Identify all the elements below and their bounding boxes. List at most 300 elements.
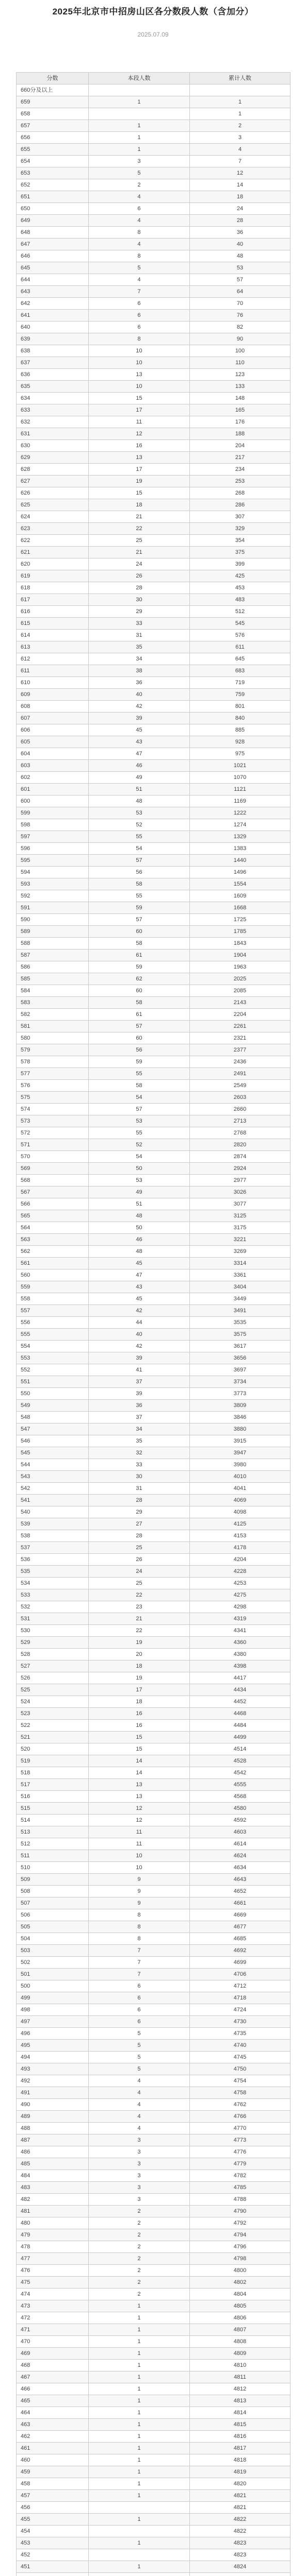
- segment-count-cell: 33: [89, 1459, 190, 1471]
- segment-count-cell: 9: [89, 1874, 190, 1886]
- table-row: [17, 1068, 291, 1080]
- cumulative-count-cell: 4754: [190, 2075, 291, 2087]
- cumulative-count-cell: 4798: [190, 2253, 291, 2265]
- table-row: [17, 807, 291, 819]
- table-row: [17, 1246, 291, 1258]
- score-cell: 491: [17, 2087, 89, 2099]
- score-cell: 601: [17, 784, 89, 795]
- cumulative-count-cell: 3449: [190, 1293, 291, 1305]
- table-row: [17, 215, 291, 227]
- cumulative-count-cell: 3697: [190, 1364, 291, 1376]
- cumulative-count-cell: 4253: [190, 1578, 291, 1589]
- cumulative-count-cell: 1222: [190, 807, 291, 819]
- score-cell: 585: [17, 973, 89, 985]
- cumulative-count-cell: 3269: [190, 1246, 291, 1258]
- cumulative-count-cell: 329: [190, 523, 291, 535]
- segment-count-cell: 22: [89, 523, 190, 535]
- table-row: [17, 1767, 291, 1779]
- cumulative-count-cell: 253: [190, 476, 291, 487]
- score-cell: 520: [17, 1743, 89, 1755]
- segment-count-cell: 4: [89, 2087, 190, 2099]
- cumulative-count-cell: 4821: [190, 2502, 291, 2514]
- table-row: [17, 2443, 291, 2454]
- segment-count-cell: 5: [89, 262, 190, 274]
- segment-count-cell: 56: [89, 867, 190, 878]
- cumulative-count-cell: 4740: [190, 2040, 291, 2052]
- table-row: [17, 2075, 291, 2087]
- score-cell: 459: [17, 2466, 89, 2478]
- segment-count-cell: 6: [89, 2004, 190, 2016]
- score-cell: 467: [17, 2371, 89, 2383]
- segment-count-cell: 21: [89, 547, 190, 558]
- segment-count-cell: 62: [89, 973, 190, 985]
- segment-count-cell: 59: [89, 961, 190, 973]
- cumulative-count-cell: 2874: [190, 1151, 291, 1163]
- cumulative-count-cell: 4298: [190, 1601, 291, 1613]
- cumulative-count-cell: 2549: [190, 1080, 291, 1092]
- segment-count-cell: 21: [89, 511, 190, 523]
- score-cell: 553: [17, 1352, 89, 1364]
- cumulative-count-cell: 36: [190, 227, 291, 239]
- table-row: [17, 84, 291, 96]
- cumulative-count-cell: 1554: [190, 878, 291, 890]
- cumulative-count-cell: 1963: [190, 961, 291, 973]
- score-cell: 502: [17, 1957, 89, 1969]
- segment-count-cell: 39: [89, 1352, 190, 1364]
- cumulative-count-cell: 2377: [190, 1044, 291, 1056]
- table-row: [17, 1791, 291, 1803]
- score-cell: 525: [17, 1684, 89, 1696]
- cumulative-count-cell: 4360: [190, 1637, 291, 1649]
- segment-count-cell: 10: [89, 381, 190, 393]
- table-row: [17, 1720, 291, 1732]
- segment-count-cell: 11: [89, 416, 190, 428]
- table-row: [17, 2312, 291, 2324]
- score-cell: 590: [17, 914, 89, 926]
- segment-count-cell: 6: [89, 298, 190, 310]
- score-cell: 452: [17, 2549, 89, 2561]
- segment-count-cell: 13: [89, 1791, 190, 1803]
- score-cell: 453: [17, 2537, 89, 2549]
- cumulative-count-cell: 1070: [190, 772, 291, 784]
- segment-count-cell: 24: [89, 558, 190, 570]
- table-row: [17, 1329, 291, 1341]
- cumulative-count-cell: 4706: [190, 1969, 291, 1980]
- table-row: [17, 404, 291, 416]
- segment-count-cell: 8: [89, 1909, 190, 1921]
- score-cell: 519: [17, 1755, 89, 1767]
- table-row: [17, 2549, 291, 2561]
- score-cell: 542: [17, 1483, 89, 1495]
- score-cell: 633: [17, 404, 89, 416]
- score-cell: 514: [17, 1815, 89, 1826]
- segment-count-cell: 18: [89, 499, 190, 511]
- score-cell: 614: [17, 630, 89, 641]
- segment-count-cell: 36: [89, 677, 190, 689]
- table-row: [17, 855, 291, 867]
- segment-count-cell: 51: [89, 784, 190, 795]
- segment-count-cell: 43: [89, 1281, 190, 1293]
- score-cell: 638: [17, 345, 89, 357]
- segment-count-cell: 6: [89, 2016, 190, 2028]
- segment-count-cell: 57: [89, 1104, 190, 1115]
- cumulative-count-cell: 2321: [190, 1032, 291, 1044]
- segment-count-cell: 31: [89, 630, 190, 641]
- cumulative-count-cell: 4808: [190, 2336, 291, 2348]
- table-row: [17, 1803, 291, 1815]
- table-row: [17, 1886, 291, 1897]
- segment-count-cell: 1: [89, 2537, 190, 2549]
- cumulative-count-cell: 4652: [190, 1886, 291, 1897]
- score-cell: 582: [17, 1009, 89, 1021]
- segment-count-cell: 2: [89, 2229, 190, 2241]
- score-cell: 588: [17, 938, 89, 950]
- segment-count-cell: 54: [89, 843, 190, 855]
- score-cell: 510: [17, 1862, 89, 1874]
- cumulative-count-cell: [190, 84, 291, 96]
- cumulative-count-cell: 4434: [190, 1684, 291, 1696]
- table-row: [17, 1459, 291, 1471]
- score-cell: 476: [17, 2265, 89, 2277]
- segment-count-cell: 18: [89, 1696, 190, 1708]
- cumulative-count-cell: 4766: [190, 2111, 291, 2123]
- score-cell: 533: [17, 1589, 89, 1601]
- segment-count-cell: 46: [89, 760, 190, 772]
- score-cell: 583: [17, 997, 89, 1009]
- segment-count-cell: 49: [89, 772, 190, 784]
- table-row: [17, 1530, 291, 1542]
- cumulative-count-cell: 2603: [190, 1092, 291, 1104]
- cumulative-count-cell: 4677: [190, 1921, 291, 1933]
- segment-count-cell: 12: [89, 1815, 190, 1826]
- cumulative-count-cell: 3980: [190, 1459, 291, 1471]
- cumulative-count-cell: 2924: [190, 1163, 291, 1175]
- cumulative-count-cell: 4810: [190, 2360, 291, 2371]
- segment-count-cell: 1: [89, 2431, 190, 2443]
- segment-count-cell: 39: [89, 713, 190, 724]
- cumulative-count-cell: 3773: [190, 1388, 291, 1400]
- table-row: [17, 1281, 291, 1293]
- score-cell: 576: [17, 1080, 89, 1092]
- score-cell: 490: [17, 2099, 89, 2111]
- score-cell: 648: [17, 227, 89, 239]
- segment-count-cell: 1: [89, 2360, 190, 2371]
- segment-count-cell: 59: [89, 902, 190, 914]
- table-row: [17, 843, 291, 855]
- cumulative-count-cell: 110: [190, 357, 291, 369]
- table-row: [17, 1826, 291, 1838]
- table-row: [17, 2052, 291, 2063]
- table-row: [17, 713, 291, 724]
- segment-count-cell: 1: [89, 2348, 190, 2360]
- cumulative-count-cell: 268: [190, 487, 291, 499]
- cumulative-count-cell: 801: [190, 701, 291, 713]
- table-row: [17, 1506, 291, 1518]
- segment-count-cell: 1: [89, 144, 190, 156]
- cumulative-count-cell: 3026: [190, 1187, 291, 1198]
- cumulative-count-cell: 4692: [190, 1945, 291, 1957]
- score-cell: 644: [17, 274, 89, 286]
- table-row: [17, 1542, 291, 1554]
- score-cell: 579: [17, 1044, 89, 1056]
- table-row: [17, 156, 291, 167]
- table-row: [17, 227, 291, 239]
- score-cell: 513: [17, 1826, 89, 1838]
- score-cell: 554: [17, 1341, 89, 1352]
- score-cell: 480: [17, 2217, 89, 2229]
- table-row: [17, 132, 291, 144]
- segment-count-cell: 4: [89, 2075, 190, 2087]
- table-row: [17, 310, 291, 321]
- table-row: [17, 961, 291, 973]
- cumulative-count-cell: 1843: [190, 938, 291, 950]
- table-row: [17, 760, 291, 772]
- cumulative-count-cell: 4800: [190, 2265, 291, 2277]
- segment-count-cell: 31: [89, 1483, 190, 1495]
- score-cell: 454: [17, 2526, 89, 2537]
- cumulative-count-cell: [190, 2573, 291, 2576]
- table-row: [17, 1151, 291, 1163]
- table-row: [17, 369, 291, 381]
- segment-count-cell: 10: [89, 1862, 190, 1874]
- cumulative-count-cell: 4816: [190, 2431, 291, 2443]
- segment-count-cell: 1: [89, 2312, 190, 2324]
- score-cell: 603: [17, 760, 89, 772]
- segment-count-cell: 29: [89, 606, 190, 618]
- score-cell: 458: [17, 2478, 89, 2490]
- score-cell: 474: [17, 2289, 89, 2300]
- table-row: [17, 191, 291, 203]
- table-row: [17, 689, 291, 701]
- score-cell: 461: [17, 2443, 89, 2454]
- segment-count-cell: 4: [89, 2123, 190, 2134]
- segment-count-cell: 7: [89, 286, 190, 298]
- score-cell: 512: [17, 1838, 89, 1850]
- score-cell: 657: [17, 120, 89, 132]
- table-row: [17, 2371, 291, 2383]
- cumulative-count-cell: 176: [190, 416, 291, 428]
- cumulative-count-cell: 234: [190, 464, 291, 476]
- score-cell: 492: [17, 2075, 89, 2087]
- table-row: [17, 1696, 291, 1708]
- segment-count-cell: [89, 84, 190, 96]
- table-row: [17, 902, 291, 914]
- score-cell: 575: [17, 1092, 89, 1104]
- table-row: [17, 286, 291, 298]
- cumulative-count-cell: 4823: [190, 2549, 291, 2561]
- table-row: [17, 997, 291, 1009]
- table-row: [17, 2561, 291, 2573]
- cumulative-count-cell: 2143: [190, 997, 291, 1009]
- table-row: [17, 1412, 291, 1423]
- score-cell: 541: [17, 1495, 89, 1506]
- segment-count-cell: 10: [89, 357, 190, 369]
- segment-count-cell: 12: [89, 428, 190, 440]
- segment-count-cell: 8: [89, 1921, 190, 1933]
- score-cell: 503: [17, 1945, 89, 1957]
- cumulative-count-cell: 1496: [190, 867, 291, 878]
- table-row: [17, 547, 291, 558]
- table-row: [17, 1115, 291, 1127]
- cumulative-count-cell: 1: [190, 96, 291, 108]
- segment-count-cell: 46: [89, 1234, 190, 1246]
- table-row: [17, 1566, 291, 1578]
- score-cell: 507: [17, 1897, 89, 1909]
- cumulative-count-cell: 4685: [190, 1933, 291, 1945]
- table-row: [17, 2016, 291, 2028]
- score-cell: 499: [17, 1992, 89, 2004]
- segment-count-cell: 51: [89, 1198, 190, 1210]
- cumulative-count-cell: 683: [190, 665, 291, 677]
- cumulative-count-cell: 24: [190, 203, 291, 215]
- table-row: [17, 1921, 291, 1933]
- segment-count-cell: 38: [89, 665, 190, 677]
- cumulative-count-cell: 307: [190, 511, 291, 523]
- segment-count-cell: 41: [89, 1364, 190, 1376]
- score-cell: 577: [17, 1068, 89, 1080]
- segment-count-cell: 36: [89, 1400, 190, 1412]
- table-row: [17, 1447, 291, 1459]
- segment-count-cell: 21: [89, 1613, 190, 1625]
- table-row: [17, 2360, 291, 2371]
- table-row: [17, 795, 291, 807]
- table-row: [17, 1258, 291, 1269]
- cumulative-count-cell: 4468: [190, 1708, 291, 1720]
- score-cell: 571: [17, 1139, 89, 1151]
- cumulative-count-cell: 4661: [190, 1897, 291, 1909]
- segment-count-cell: 2: [89, 179, 190, 191]
- cumulative-count-cell: 4794: [190, 2229, 291, 2241]
- cumulative-count-cell: 3361: [190, 1269, 291, 1281]
- table-row: [17, 108, 291, 120]
- segment-count-cell: 13: [89, 1779, 190, 1791]
- score-cell: 482: [17, 2194, 89, 2206]
- segment-count-cell: 9: [89, 1897, 190, 1909]
- table-row: [17, 1293, 291, 1305]
- segment-count-cell: 1: [89, 2395, 190, 2407]
- score-cell: 472: [17, 2312, 89, 2324]
- cumulative-count-cell: 483: [190, 594, 291, 606]
- cumulative-count-cell: 2436: [190, 1056, 291, 1068]
- cumulative-count-cell: 4380: [190, 1649, 291, 1660]
- score-cell: 551: [17, 1376, 89, 1388]
- segment-count-cell: 4: [89, 239, 190, 250]
- table-row: [17, 1104, 291, 1115]
- score-cell: 508: [17, 1886, 89, 1897]
- cumulative-count-cell: 4098: [190, 1506, 291, 1518]
- score-cell: 545: [17, 1447, 89, 1459]
- segment-count-cell: 1: [89, 2454, 190, 2466]
- cumulative-count-cell: 4643: [190, 1874, 291, 1886]
- segment-count-cell: 11: [89, 1838, 190, 1850]
- segment-count-cell: 11: [89, 1826, 190, 1838]
- cumulative-count-cell: 4796: [190, 2241, 291, 2253]
- score-cell: 610: [17, 677, 89, 689]
- cumulative-count-cell: 28: [190, 215, 291, 227]
- segment-count-cell: 9: [89, 1886, 190, 1897]
- cumulative-count-cell: 453: [190, 582, 291, 594]
- table-row: [17, 938, 291, 950]
- score-cell: 547: [17, 1423, 89, 1435]
- table-row: [17, 2407, 291, 2419]
- segment-count-cell: 44: [89, 1317, 190, 1329]
- table-row: [17, 535, 291, 547]
- header-cumulative-count: 累计人数: [190, 73, 291, 84]
- segment-count-cell: [89, 2502, 190, 2514]
- table-row: [17, 1684, 291, 1696]
- cumulative-count-cell: 3175: [190, 1222, 291, 1234]
- score-cell: 471: [17, 2324, 89, 2336]
- segment-count-cell: 58: [89, 938, 190, 950]
- table-row: [17, 2063, 291, 2075]
- segment-count-cell: 26: [89, 570, 190, 582]
- segment-count-cell: 8: [89, 250, 190, 262]
- cumulative-count-cell: 4125: [190, 1518, 291, 1530]
- table-row: [17, 1305, 291, 1317]
- segment-count-cell: 61: [89, 1009, 190, 1021]
- table-row: [17, 1269, 291, 1281]
- table-row: [17, 203, 291, 215]
- score-cell: 605: [17, 736, 89, 748]
- table-row: [17, 1945, 291, 1957]
- table-row: [17, 1992, 291, 2004]
- score-cell: 658: [17, 108, 89, 120]
- cumulative-count-cell: 2713: [190, 1115, 291, 1127]
- score-cell: 537: [17, 1542, 89, 1554]
- score-cell: 489: [17, 2111, 89, 2123]
- segment-count-cell: 2: [89, 2265, 190, 2277]
- table-row: [17, 1056, 291, 1068]
- segment-count-cell: 4: [89, 274, 190, 286]
- cumulative-count-cell: 4228: [190, 1566, 291, 1578]
- cumulative-count-cell: 4499: [190, 1732, 291, 1743]
- score-cell: 505: [17, 1921, 89, 1933]
- cumulative-count-cell: 4820: [190, 2478, 291, 2490]
- segment-count-cell: 25: [89, 535, 190, 547]
- table-row: [17, 476, 291, 487]
- score-cell: 558: [17, 1293, 89, 1305]
- score-cell: 615: [17, 618, 89, 630]
- score-cell: 594: [17, 867, 89, 878]
- table-row: [17, 487, 291, 499]
- segment-count-cell: 1: [89, 2383, 190, 2395]
- cumulative-count-cell: 4: [190, 144, 291, 156]
- score-cell: 528: [17, 1649, 89, 1660]
- cumulative-count-cell: 4669: [190, 1909, 291, 1921]
- segment-count-cell: 52: [89, 819, 190, 831]
- table-row: [17, 167, 291, 179]
- score-cell: 581: [17, 1021, 89, 1032]
- table-row: [17, 1589, 291, 1601]
- cumulative-count-cell: 1169: [190, 795, 291, 807]
- table-row: [17, 1021, 291, 1032]
- table-row: [17, 1198, 291, 1210]
- score-cell: 593: [17, 878, 89, 890]
- table-row: [17, 1376, 291, 1388]
- score-cell: 619: [17, 570, 89, 582]
- score-cell: 651: [17, 191, 89, 203]
- segment-count-cell: 8: [89, 333, 190, 345]
- score-cell: 557: [17, 1305, 89, 1317]
- cumulative-count-cell: 4417: [190, 1672, 291, 1684]
- cumulative-count-cell: 3734: [190, 1376, 291, 1388]
- segment-count-cell: 1: [89, 96, 190, 108]
- segment-count-cell: 58: [89, 1080, 190, 1092]
- table-row: [17, 606, 291, 618]
- cumulative-count-cell: 4624: [190, 1850, 291, 1862]
- table-row: [17, 2573, 291, 2576]
- score-cell: 592: [17, 890, 89, 902]
